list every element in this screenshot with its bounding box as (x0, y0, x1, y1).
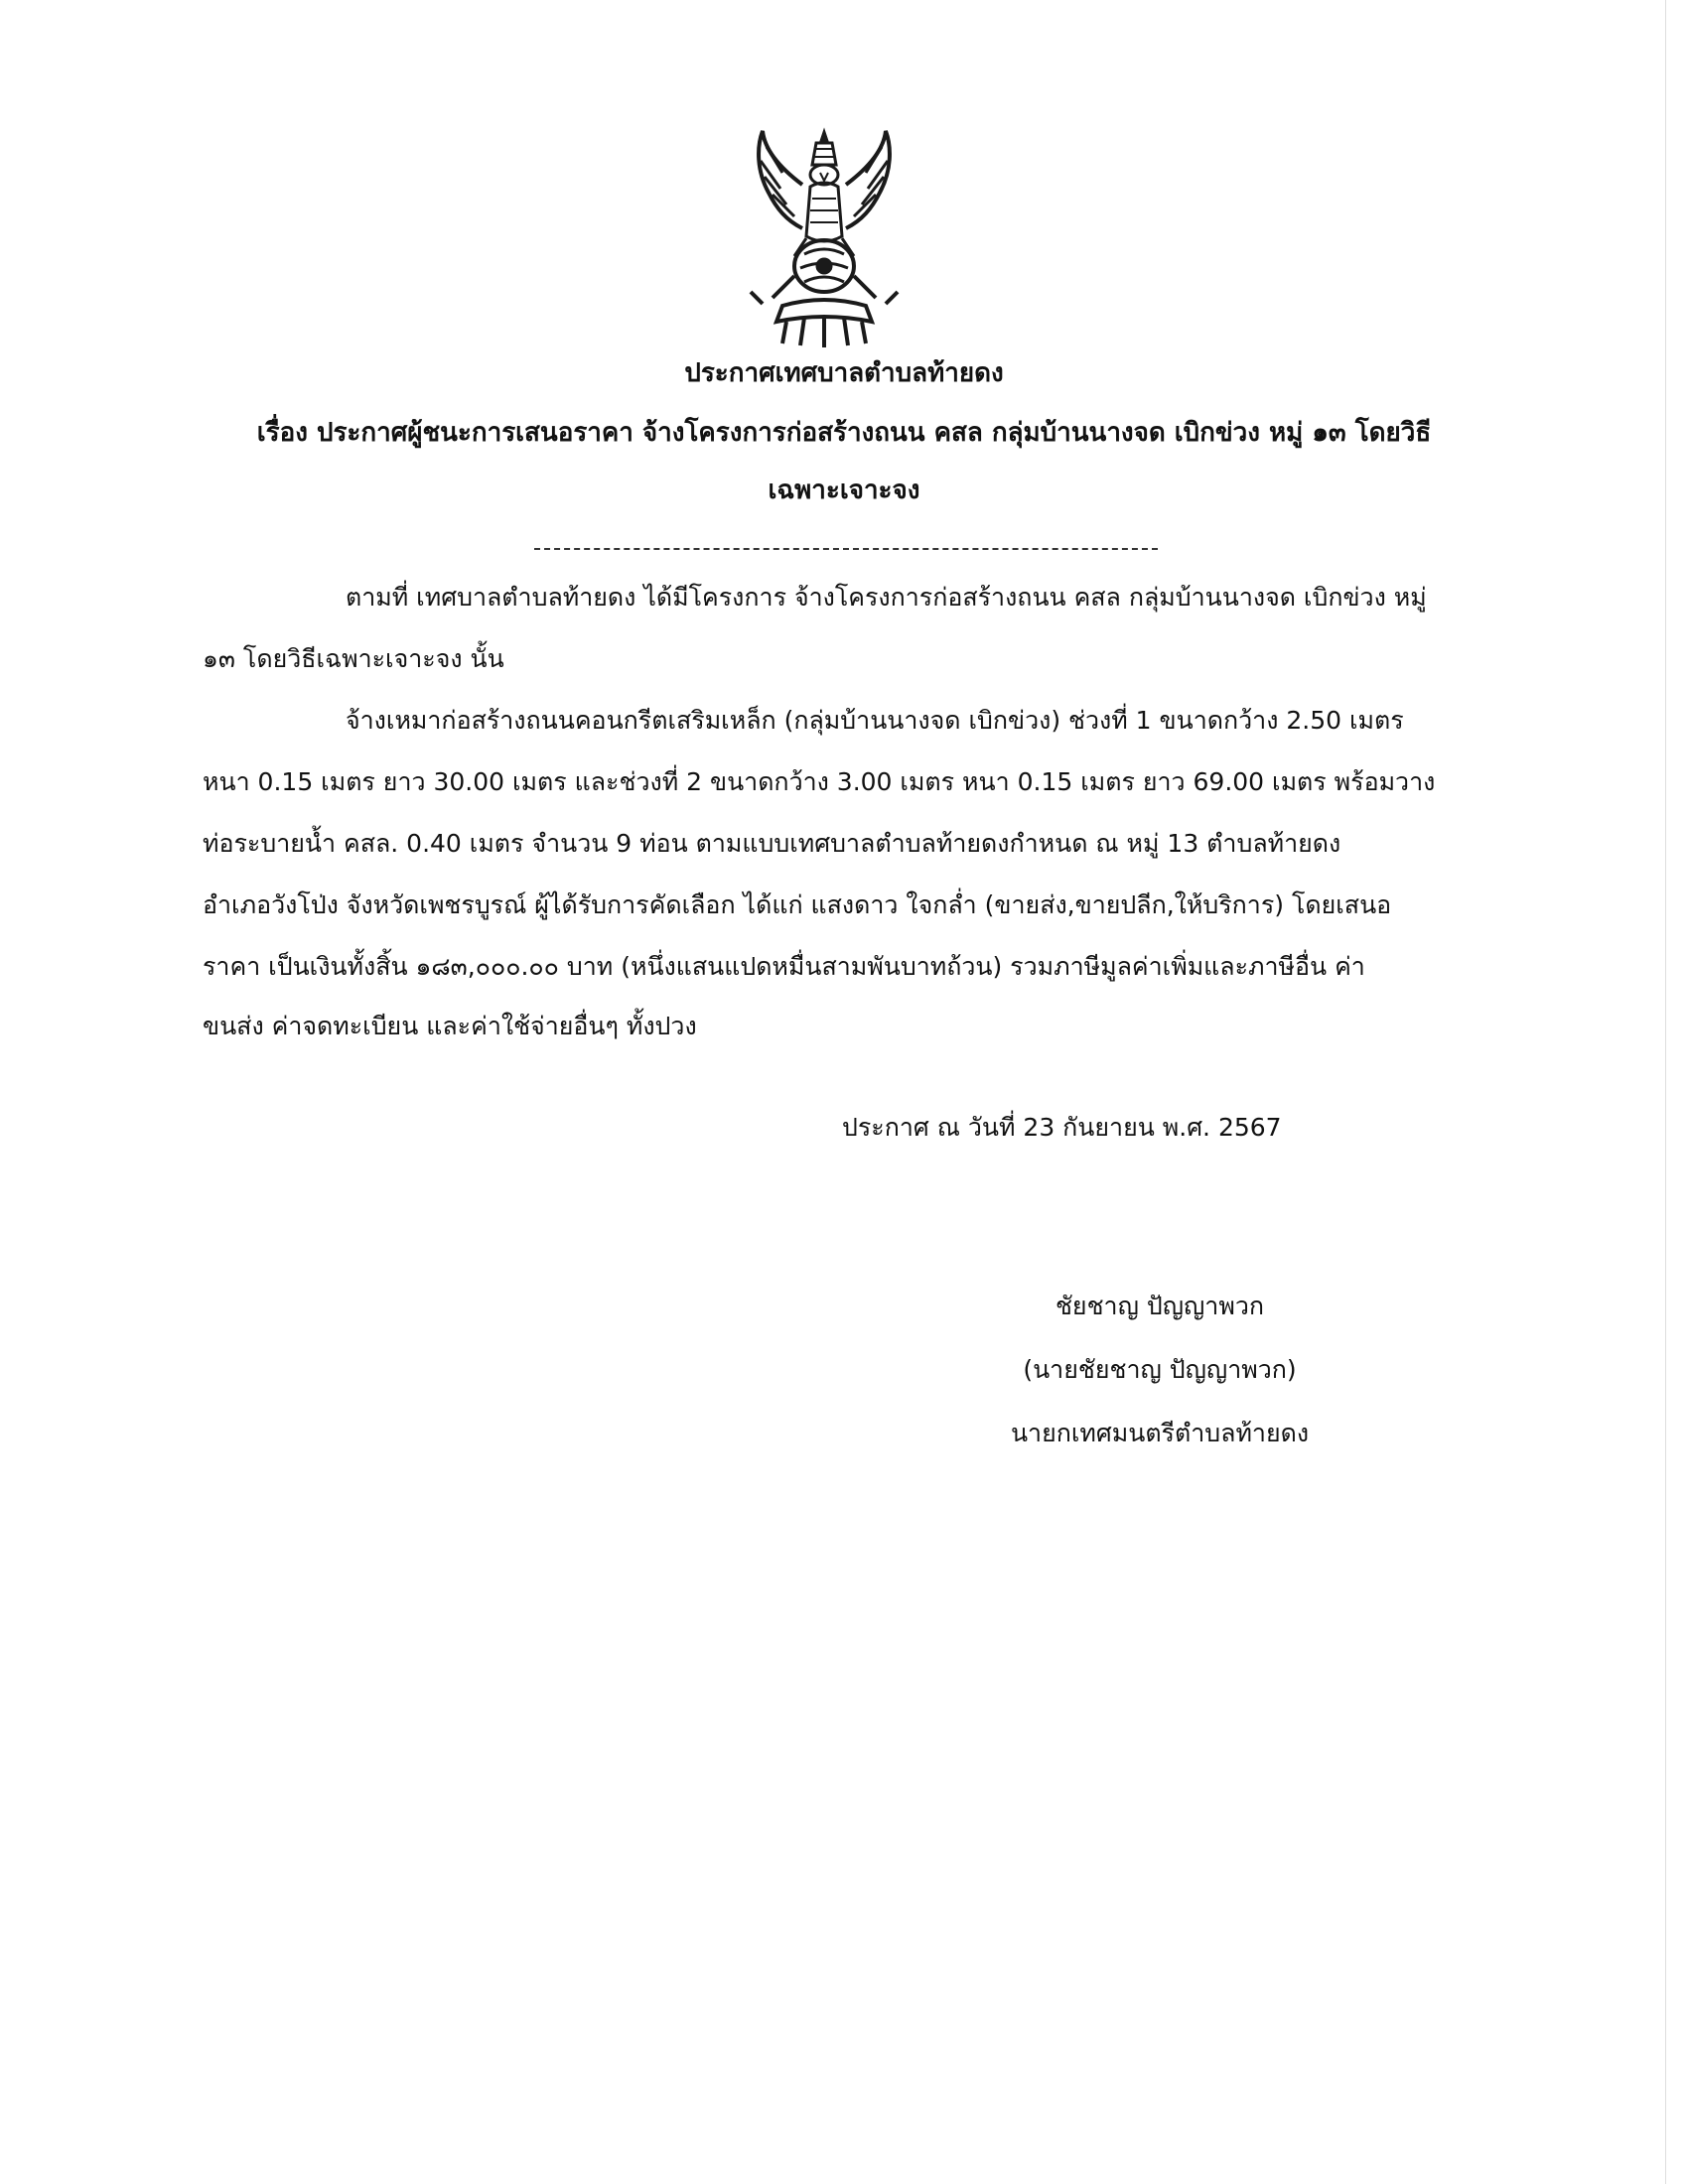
paragraph2-line: ขนส่ง ค่าจดทะเบียน และค่าใช้จ่ายอื่นๆ ทั้งปวง (203, 1012, 697, 1040)
paragraph2-line: หนา 0.15 เมตร ยาว 30.00 เมตร และช่วงที่ 2 ขนาดกว้าง 3.00 เมตร หนา 0.15 เมตร ยาว 69.00 เมตร พร้อมวาง (203, 767, 1436, 796)
garuda-emblem-icon (743, 127, 906, 351)
signer-position: นายกเทศมนตรีตำบลท้ายดง (1010, 1419, 1310, 1447)
subject-line: เรื่อง ประกาศผู้ชนะการเสนอราคา จ้างโครงการก่อสร้างถนน คสล กลุ่มบ้านนางจด เบิกข่วง หมู่ ๑๓ โดยวิธี (256, 418, 1432, 448)
paragraph2-line: จ้างเหมาก่อสร้างถนนคอนกรีตเสริมเหล็ก (กลุ่มบ้านนางจด เบิกข่วง) ช่วงที่ 1 ขนาดกว้าง 2.50 เมตร (346, 706, 1404, 735)
agency-title: ประกาศเทศบาลตำบลท้ายดง (684, 358, 1004, 388)
paragraph1-line: ตามที่ เทศบาลตำบลท้ายดง ได้มีโครงการ จ้างโครงการก่อสร้างถนน คสล กลุ่มบ้านนางจด เบิกข่วง หมู่ (346, 583, 1427, 612)
paragraph2-line: ราคา เป็นเงินทั้งสิ้น ๑๘๓,๐๐๐.๐๐ บาท (หนึ่งแสนแปดหมื่นสามพันบาทถ้วน) รวมภาษีมูลค่าเพิ่มและภาษีอื่น ค่า (203, 952, 1365, 981)
paragraph1-line: ๑๓ โดยวิธีเฉพาะเจาะจง นั้น (203, 644, 504, 673)
announcement-date: ประกาศ ณ วันที่ 23 กันยายน พ.ศ. 2567 (842, 1113, 1282, 1142)
signature-name: ชัยชาญ ปัญญาพวก (1055, 1292, 1265, 1320)
paragraph2-line: ท่อระบายน้ำ คสล. 0.40 เมตร จำนวน 9 ท่อน ตามแบบเทศบาลตำบลท้ายดงกำหนด ณ หมู่ 13 ตำบลท้ายดง (203, 829, 1341, 858)
page-edge (1665, 0, 1666, 2184)
separator-line (534, 548, 1158, 550)
subject-line-continued: เฉพาะเจาะจง (768, 476, 920, 505)
printed-name: (นายชัยชาญ ปัญญาพวก) (1023, 1355, 1297, 1384)
paragraph2-line: อำเภอวังโป่ง จังหวัดเพชรบูรณ์ ผู้ได้รับการคัดเลือก ได้แก่ แสงดาว ใจกล่ำ (ขายส่ง,ขายปลีก,ให้บริการ) โดยเสนอ (203, 890, 1392, 919)
